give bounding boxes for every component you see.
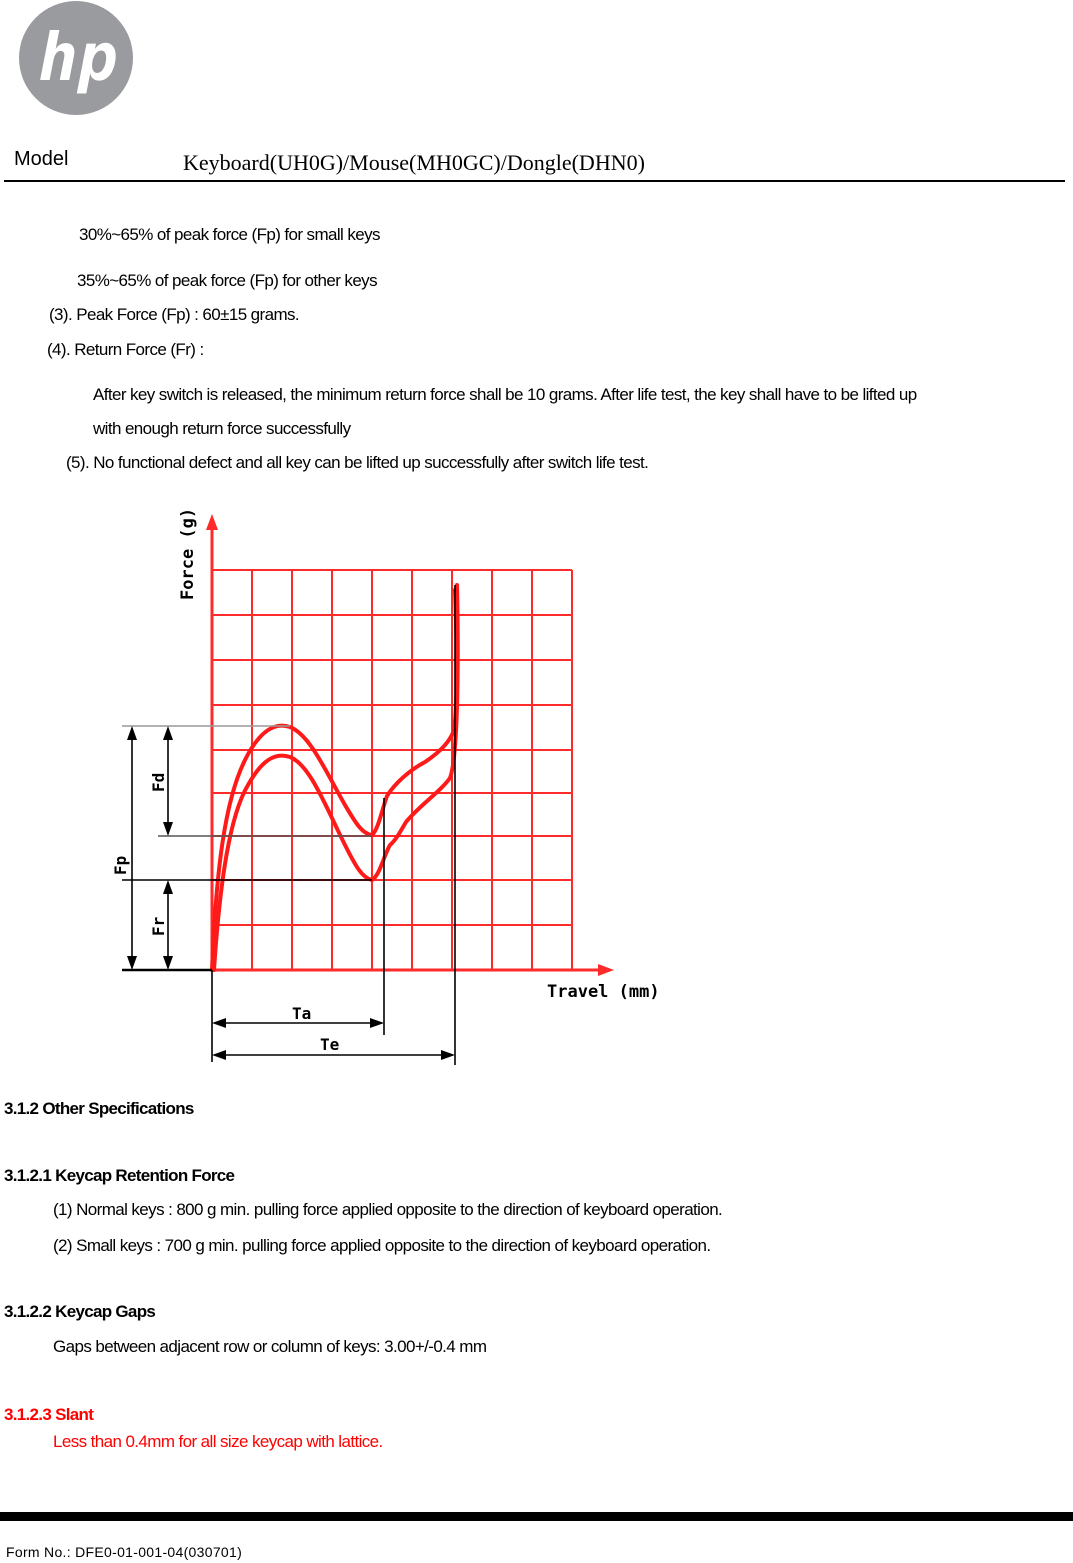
return-force-description-cont: with enough return force successfully [93, 419, 351, 438]
model-value: Keyboard(UH0G)/Mouse(MH0GC)/Dongle(DHN0) [183, 150, 645, 175]
peak-force-spec: (3). Peak Force (Fp) : 60±15 grams. [49, 305, 300, 324]
form-number: Form No.: DFE0-01-001-04(030701) [6, 1544, 243, 1560]
force-travel-diagram [100, 500, 690, 1070]
force-curves [212, 585, 458, 970]
travel-axis-label: Travel (mm) [547, 982, 660, 1002]
svg-text:hp: hp [38, 19, 118, 96]
header-divider [4, 180, 1065, 182]
return-force-heading: (4). Return Force (Fr) : [47, 340, 204, 359]
diagram-grid [212, 570, 572, 970]
section-3-1-2-1-heading: 3.1.2.1 Keycap Retention Force [4, 1166, 235, 1185]
keycap-gaps-spec: Gaps between adjacent row or column of keys: 3.00+/-0.4 mm [53, 1337, 487, 1356]
force-axis-label: Force (g) [178, 507, 198, 600]
retention-small-keys: (2) Small keys : 700 g min. pulling force applied opposite to the direction of keyboard operation. [53, 1236, 711, 1255]
section-3-1-2-2-heading: 3.1.2.2 Keycap Gaps [4, 1302, 156, 1321]
fr-label: Fr [149, 916, 168, 936]
slant-spec: Less than 0.4mm for all size keycap with lattice. [53, 1432, 383, 1451]
functional-defect-spec: (5). No functional defect and all key can be lifted up successfully after switch life test. [66, 453, 649, 472]
hp-logo [18, 0, 134, 116]
fd-label: Fd [149, 772, 168, 792]
te-label: Te [320, 1035, 340, 1054]
ta-label: Ta [292, 1004, 312, 1023]
retention-normal-keys: (1) Normal keys : 800 g min. pulling force applied opposite to the direction of keyboard operation. [53, 1200, 723, 1219]
other-keys-force-range: 35%~65% of peak force (Fp) for other keys [77, 271, 377, 290]
return-force-description: After key switch is released, the minimum return force shall be 10 grams. After life test, the key shall have to be lifted up [93, 385, 917, 404]
fp-label: Fp [111, 855, 130, 875]
footer-divider [0, 1512, 1073, 1521]
diagram-axes [206, 514, 614, 976]
model-label: Model [14, 148, 69, 170]
section-3-1-2-heading: 3.1.2 Other Specifications [4, 1099, 194, 1118]
section-3-1-2-3-heading: 3.1.2.3 Slant [4, 1405, 94, 1424]
small-keys-force-range: 30%~65% of peak force (Fp) for small keys [79, 225, 380, 244]
